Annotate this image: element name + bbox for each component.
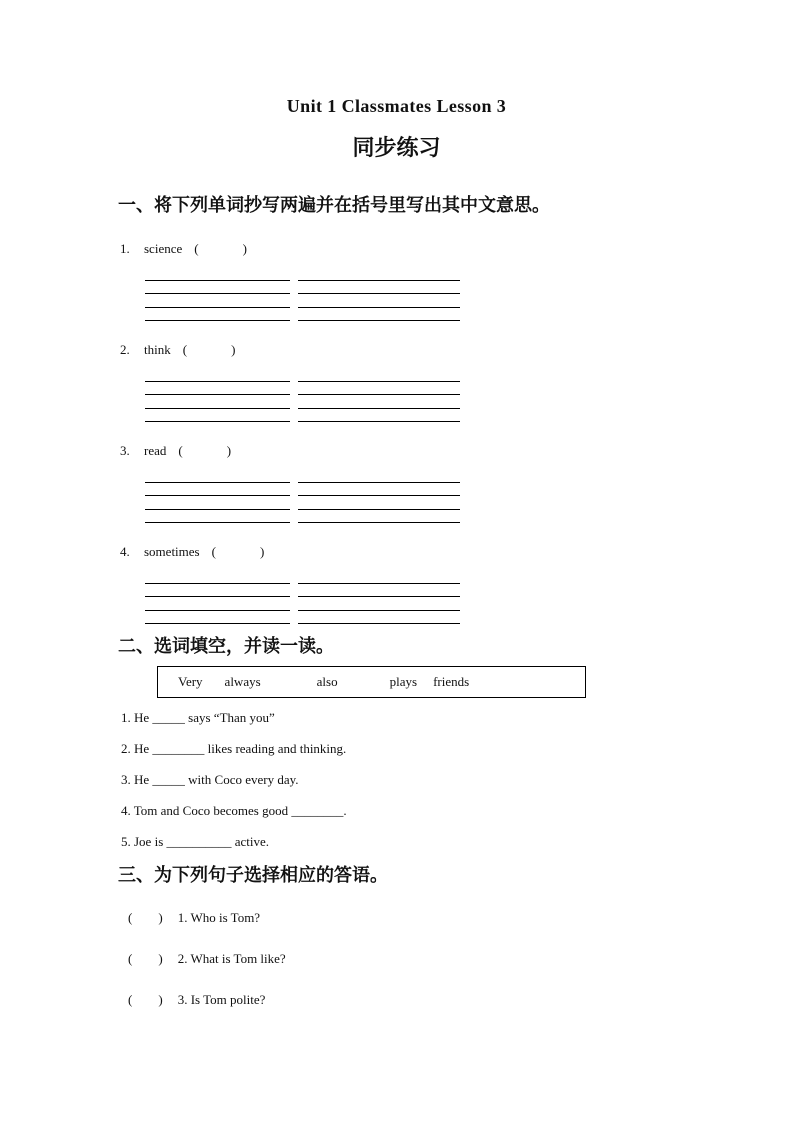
writing-line <box>145 496 290 510</box>
writing-lines-right-column <box>298 267 460 321</box>
answer-open-paren: ( <box>128 910 133 925</box>
writing-line <box>145 469 290 483</box>
writing-lines-left-column <box>145 267 290 321</box>
writing-lines <box>145 469 793 523</box>
writing-line <box>298 510 460 524</box>
writing-lines-right-column <box>298 570 460 624</box>
writing-line <box>298 584 460 598</box>
writing-line <box>145 368 290 382</box>
page-title: Unit 1 Classmates Lesson 3 <box>286 96 507 116</box>
writing-line <box>298 294 460 308</box>
copy-item-sometimes <box>120 544 793 624</box>
section3-heading: 三、为下列句子选择相应的答语。 <box>118 865 388 885</box>
question-text: 2. What is Tom like? <box>177 951 286 966</box>
writing-lines-right-column <box>298 469 460 523</box>
writing-line <box>298 267 460 281</box>
item-number: 4. <box>120 544 130 559</box>
section2-heading: 二、选词填空，并读一读。 <box>118 636 334 656</box>
copy-item-label <box>120 544 793 559</box>
writing-lines-left-column <box>145 469 290 523</box>
item-number: 1. <box>120 241 130 256</box>
writing-line <box>145 294 290 308</box>
item-number: 2. <box>120 342 130 357</box>
item-word: read <box>144 443 167 458</box>
page-subtitle: 同步练习 <box>352 135 441 160</box>
writing-lines-left-column <box>145 570 290 624</box>
writing-lines-left-column <box>145 368 290 422</box>
writing-line <box>145 570 290 584</box>
writing-line <box>145 267 290 281</box>
writing-line <box>145 281 290 295</box>
writing-lines <box>145 570 793 624</box>
close-paren: ) <box>226 443 232 458</box>
answer-close-paren: ) <box>158 992 163 1007</box>
writing-line <box>298 570 460 584</box>
writing-line <box>145 483 290 497</box>
item-word: think <box>144 342 171 357</box>
writing-line <box>145 584 290 598</box>
writing-line <box>145 409 290 423</box>
writing-line <box>298 409 460 423</box>
item-word: science <box>144 241 183 256</box>
word-bank-word: always <box>224 674 261 689</box>
writing-line <box>145 510 290 524</box>
match-question <box>128 992 793 1007</box>
fill-in-sentence: 4. Tom and Coco becomes good ________. <box>121 803 347 818</box>
writing-line <box>145 597 290 611</box>
section1-heading: 一、将下列单词抄写两遍并在括号里写出其中文意思。 <box>118 195 550 215</box>
writing-line <box>145 308 290 322</box>
open-paren: ( <box>211 544 216 559</box>
writing-lines <box>145 368 793 422</box>
writing-line <box>298 368 460 382</box>
close-paren: ) <box>259 544 265 559</box>
writing-line <box>298 611 460 625</box>
copy-item-label <box>120 241 793 256</box>
word-bank-word: Very <box>178 674 203 689</box>
word-bank-word: plays <box>389 674 418 689</box>
fill-in-sentence: 3. He _____ with Coco every day. <box>121 772 299 787</box>
writing-line <box>298 597 460 611</box>
copy-item-think <box>120 342 793 422</box>
writing-line <box>298 281 460 295</box>
copy-item-science <box>120 241 793 321</box>
open-paren: ( <box>194 241 199 256</box>
answer-close-paren: ) <box>158 910 163 925</box>
fill-in-sentence: 1. He _____ says “Than you” <box>121 710 275 725</box>
copy-item-label <box>120 443 793 458</box>
writing-line <box>298 469 460 483</box>
answer-open-paren: ( <box>128 951 133 966</box>
answer-close-paren: ) <box>158 951 163 966</box>
writing-line <box>145 611 290 625</box>
writing-line <box>298 496 460 510</box>
writing-lines-right-column <box>298 368 460 422</box>
close-paren: ) <box>231 342 236 357</box>
item-word: sometimes <box>144 544 200 559</box>
item-number: 3. <box>120 443 130 458</box>
open-paren: ( <box>178 443 183 458</box>
copy-item-label <box>120 342 793 357</box>
word-bank-word: also <box>316 674 338 689</box>
match-question <box>128 951 793 966</box>
word-bank-box <box>157 666 586 698</box>
question-text: 1. Who is Tom? <box>177 910 261 925</box>
writing-line <box>298 308 460 322</box>
fill-in-sentence: 5. Joe is __________ active. <box>121 834 270 849</box>
copy-item-read <box>120 443 793 523</box>
match-question <box>128 910 793 925</box>
writing-lines <box>145 267 793 321</box>
word-bank-word: friends <box>433 674 470 689</box>
writing-line <box>298 395 460 409</box>
writing-line <box>298 483 460 497</box>
writing-line <box>298 382 460 396</box>
fill-in-sentence: 2. He ________ likes reading and thinking. <box>121 741 347 756</box>
writing-line <box>145 382 290 396</box>
answer-open-paren: ( <box>128 992 133 1007</box>
writing-line <box>145 395 290 409</box>
open-paren: ( <box>182 342 188 357</box>
question-text: 3. Is Tom polite? <box>177 992 266 1007</box>
close-paren: ) <box>242 241 247 256</box>
